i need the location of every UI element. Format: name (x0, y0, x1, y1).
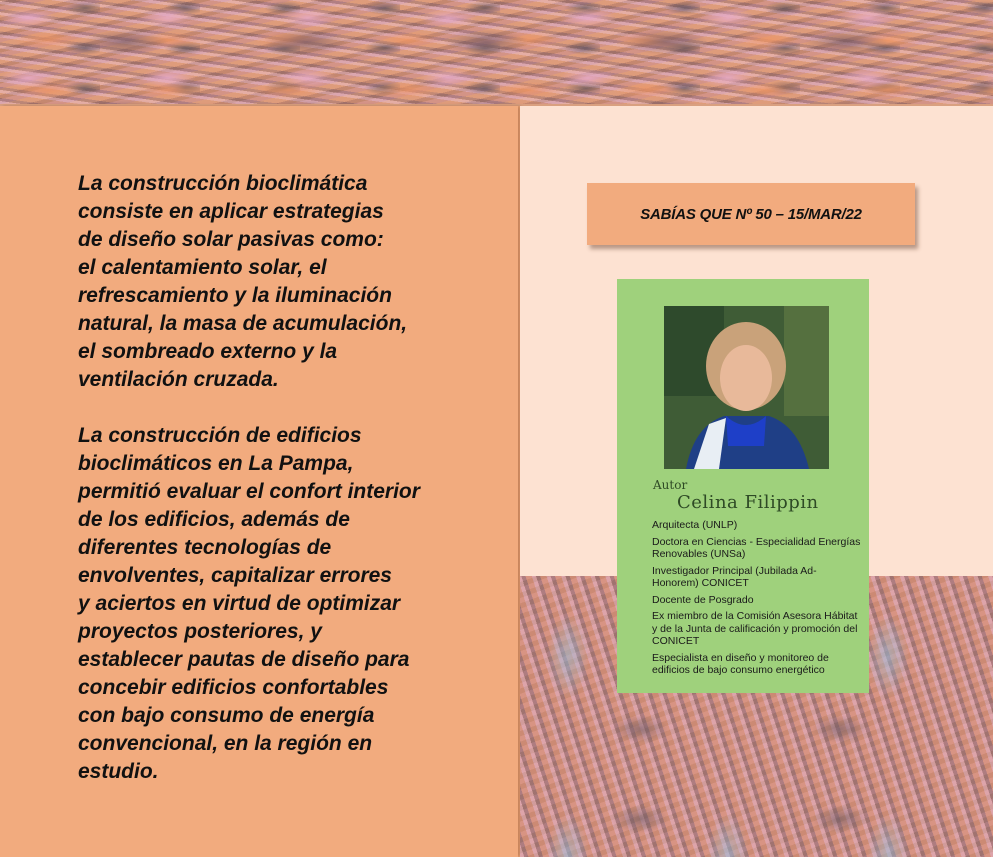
author-card (617, 279, 869, 693)
author-portrait (664, 306, 829, 469)
credential-item: Doctora en Ciencias - Especialidad Energías Renovables (UNSa) (652, 535, 861, 560)
header-title: SABÍAS QUE Nº 50 – 15/MAR/22 (640, 205, 862, 223)
credential-item: Investigador Principal (Jubilada Ad-Honorem) CONICET (652, 564, 817, 589)
article-paragraph-2: La construcción de edificios bioclimáticos en La Pampa, permitió evaluar el confort interior de los edificios, además de diferentes tecnologías de envolventes, capitalizar errores y aciertos en virtud de optimizar proyectos posteriores, y establecer pautas de diseño para concebir edificios confortables con bajo consumo de energía convencional, en la región en estudio. (78, 424, 420, 783)
credential-item: Especialista en diseño y monitoreo de edificios de bajo consumo energético (652, 651, 829, 676)
author-name: Celina Filippin (677, 492, 819, 513)
author-label: Autor (653, 478, 688, 492)
credential-item: Ex miembro de la Comisión Asesora Hábitat y de la Junta de calificación y promoción del CONICET (652, 610, 858, 647)
header-box (587, 183, 915, 245)
credentials-list (652, 519, 862, 681)
portrait-illustration (664, 306, 829, 469)
article-paragraph-1: La construcción bioclimática consiste en aplicar estrategias de diseño solar pasivas como: el calentamiento solar, el refrescamiento y la iluminación natural, la masa de acumulación, el sombreado externo y la ventilación cruzada. (78, 172, 408, 391)
credential-item: Arquitecta (UNLP) (652, 519, 738, 531)
decorative-texture-top (0, 0, 993, 106)
credential-item: Docente de Posgrado (652, 593, 754, 606)
